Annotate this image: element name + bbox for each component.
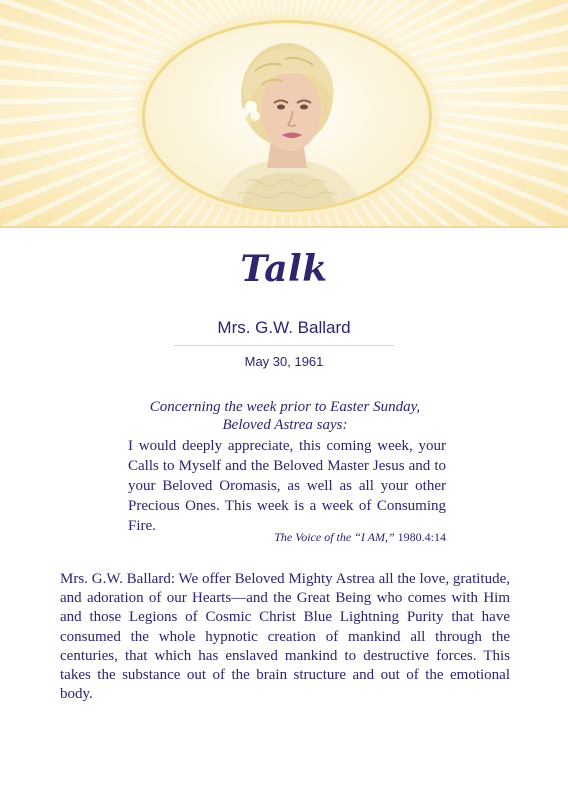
divider <box>174 345 394 346</box>
astrea-quote: I would deeply appreciate, this coming week, your Calls to Myself and the Beloved Master Jesus and to your Beloved Oromasis, as well as all your other Precious Ones. This week is a week of Consuming Fire. <box>128 438 446 534</box>
talk-body: Mrs. G.W. Ballard: We offer Beloved Mighty Astrea all the love, gratitude, and adoration of our Hearts—and the Great Being who comes with Him and those Legions of Cosmic Christ Blue Lightning Purity that have consumed the whole hypnotic creation of mankind all through the centuries, that which has enslaved mankind to destructive forces. This takes the substance out of the brain structure and out of the emotional body. <box>60 571 510 703</box>
header-banner <box>0 0 568 228</box>
intro-text <box>60 398 510 434</box>
source-publication: The Voice of the “I AM,” <box>274 530 395 544</box>
portrait-image <box>145 23 429 209</box>
quote-source <box>128 530 446 545</box>
intro-line-1: Concerning the week prior to Easter Sunday, <box>149 399 421 415</box>
page-title: Talk <box>240 248 328 290</box>
intro-line-2: Beloved Astrea says: <box>222 417 348 433</box>
author-name: Mrs. G.W. Ballard <box>217 318 351 337</box>
source-reference: 1980.4:14 <box>394 530 446 544</box>
talk-date: May 30, 1961 <box>244 354 324 369</box>
portrait-frame <box>142 20 432 212</box>
